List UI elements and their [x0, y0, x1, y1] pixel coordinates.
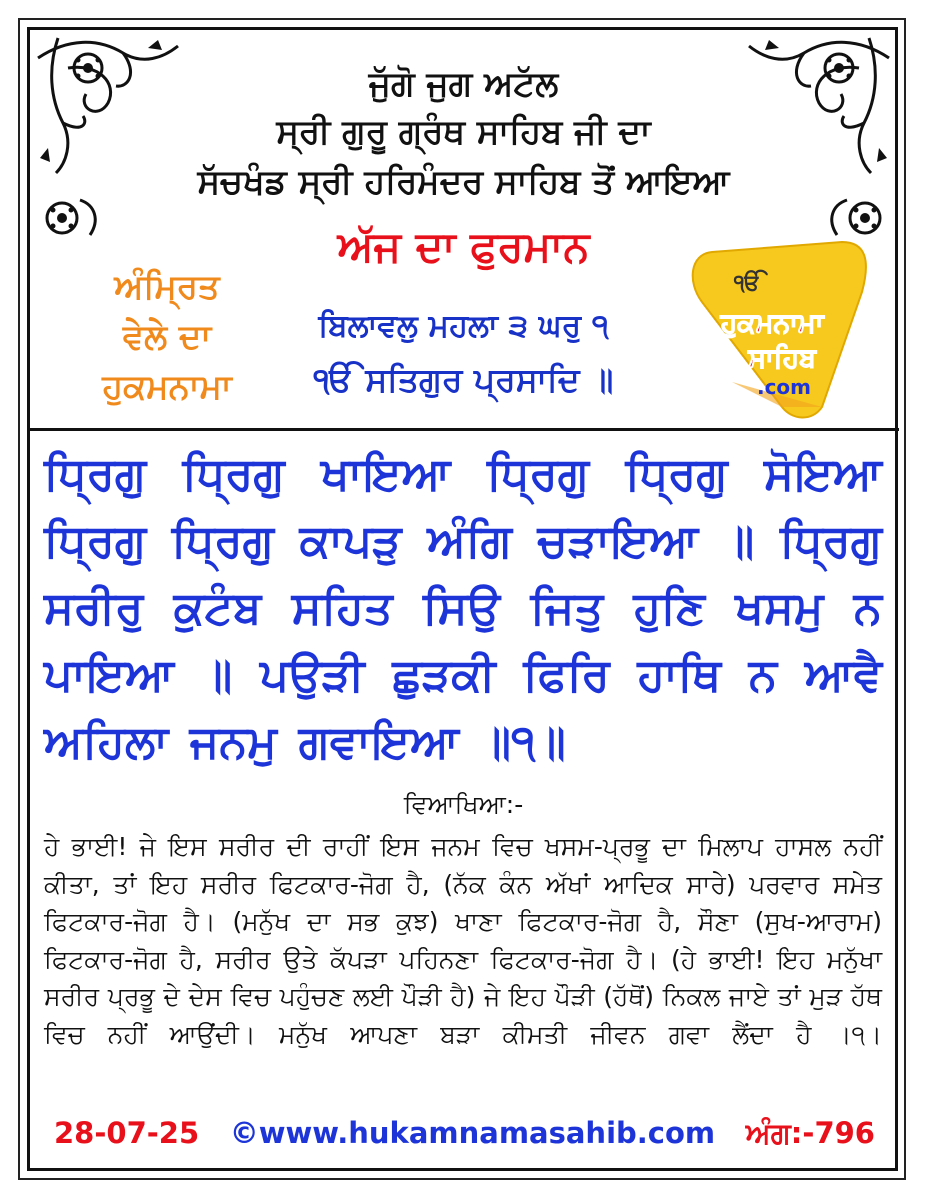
footer-date: 28-07-25 [54, 1116, 200, 1150]
vyakhia-heading: ਵਿਆਖਿਆ:- [403, 790, 524, 819]
footer-ang: ਅੰਗ:-796 [745, 1116, 875, 1150]
vyakhia-text: ਹੇ ਭਾਈ! ਜੇ ਇਸ ਸਰੀਰ ਦੀ ਰਾਹੀਂ ਇਸ ਜਨਮ ਵਿਚ ਖਸਮ-ਪ੍ਰਭੂ ਦਾ ਮਿਲਾਪ ਹਾਸਲ ਨਹੀਂ ਕੀਤਾ, ਤਾਂ ਇਹ ਸਰੀਰ ਫਿਟਕਾਰ-ਜੋਗ ਹੈ, (ਨੱਕ ਕੰਨ ਅੱਖਾਂ ਆਦਿਕ ਸਾਰੇ) ਪਰਵਾਰ ਸਮੇਤ ਫਿਟਕਾਰ-ਜੋਗ ਹੈ। (ਮਨੁੱਖ ਦਾ ਸਭ ਕੁਝ) ਖਾਣਾ ਫਿਟਕਾਰ-ਜੋਗ ਹੈ, ਸੌਣਾ (ਸੁਖ-ਆਰਾਮ) ਫਿਟਕਾਰ-ਜੋਗ ਹੈ, ਸਰੀਰ ਉਤੇ ਕੱਪੜਾ ਪਹਿਨਣਾ ਫਿਟਕਾਰ-ਜੋਗ ਹੈ। (ਹੇ ਭਾਈ! ਇਹ ਮਨੁੱਖਾ ਸਰੀਰ ਪ੍ਰਭੂ ਦੇ ਦੇਸ ਵਿਚ ਪਹੁੰਚਣ ਲਈ ਪੌੜੀ ਹੈ) ਜੇ ਇਹ ਪੌੜੀ (ਹੱਥੋਂ) ਨਿਕਲ ਜਾਏ ਤਾਂ ਮੁੜ ਹੱਥ ਵਿਚ ਨਹੀਂ ਆਉਂਦੀ। ਮਨੁੱਖ ਆਪਣਾ ਬੜਾ ਕੀਮਤੀ ਜੀਵਨ ਗਵਾ ਲੈਂਦਾ ਹੈ ।੧। [44, 832, 882, 1049]
raag-heading: ਬਿਲਾਵਲੁ ਮਹਲਾ ੩ ਘਰੁ ੧ [318, 308, 609, 344]
header-line-2: ਸ੍ਰੀ ਗੁਰੂ ਗ੍ਰੰਥ ਸਾਹਿਬ ਜੀ ਦਾ [276, 112, 651, 152]
header-line-1: ਜੁੱਗੋ ਜੁਗ ਅਟੱਲ [368, 64, 559, 104]
footer [54, 1116, 875, 1151]
amrit-vele-line-2: ਵੇਲੇ ਦਾ [122, 317, 212, 357]
logo-ik: ੴ [734, 271, 761, 296]
logo-com: .com [756, 375, 812, 399]
amrit-vele-line-1: ਅੰਮ੍ਰਿਤ [114, 267, 220, 307]
header-line-3: ਸੱਚਖੰਡ ਸ੍ਰੀ ਹਰਿਮੰਦਰ ਸਾਹਿਬ ਤੋਂ ਆਇਆ [197, 162, 730, 202]
footer-website-link[interactable]: ©www.hukamnamasahib.com [229, 1116, 716, 1150]
gurbani-text: ਧ੍ਰਿਗੁ ਧ੍ਰਿਗੁ ਖਾਇਆ ਧ੍ਰਿਗੁ ਧ੍ਰਿਗੁ ਸੋਇਆ ਧ੍ਰਿਗੁ ਧ੍ਰਿਗੁ ਕਾਪੜੁ ਅੰਗਿ ਚੜਾਇਆ ॥ ਧ੍ਰਿਗੁ ਸਰੀਰੁ ਕੁਟੰਬ ਸਹਿਤ ਸਿਉ ਜਿਤੁ ਹੁਣਿ ਖਸਮੁ ਨ ਪਾਇਆ ॥ ਪਉੜੀ ਛੁੜਕੀ ਫਿਰਿ ਹਾਥਿ ਨ ਆਵੈ ਅਹਿਲਾ ਜਨਮੁ ਗਵਾਇਆ ॥੧॥ [44, 447, 882, 768]
section-divider [28, 428, 899, 431]
today-title: ਅੱਜ ਦਾ ਫੁਰਮਾਨ [337, 222, 590, 271]
logo-line-2: ਸਾਹਿਬ [748, 343, 816, 374]
amrit-vele-line-3: ਹੁਕਮਨਾਮਾ [102, 367, 232, 407]
logo-line-1: ਹੁਕਮਨਾਮਾ [720, 308, 824, 339]
mangal-heading: ੴ ਸਤਿਗੁਰ ਪ੍ਰਸਾਦਿ ॥ [313, 360, 614, 399]
hukamnama-sahib-logo [672, 232, 872, 422]
